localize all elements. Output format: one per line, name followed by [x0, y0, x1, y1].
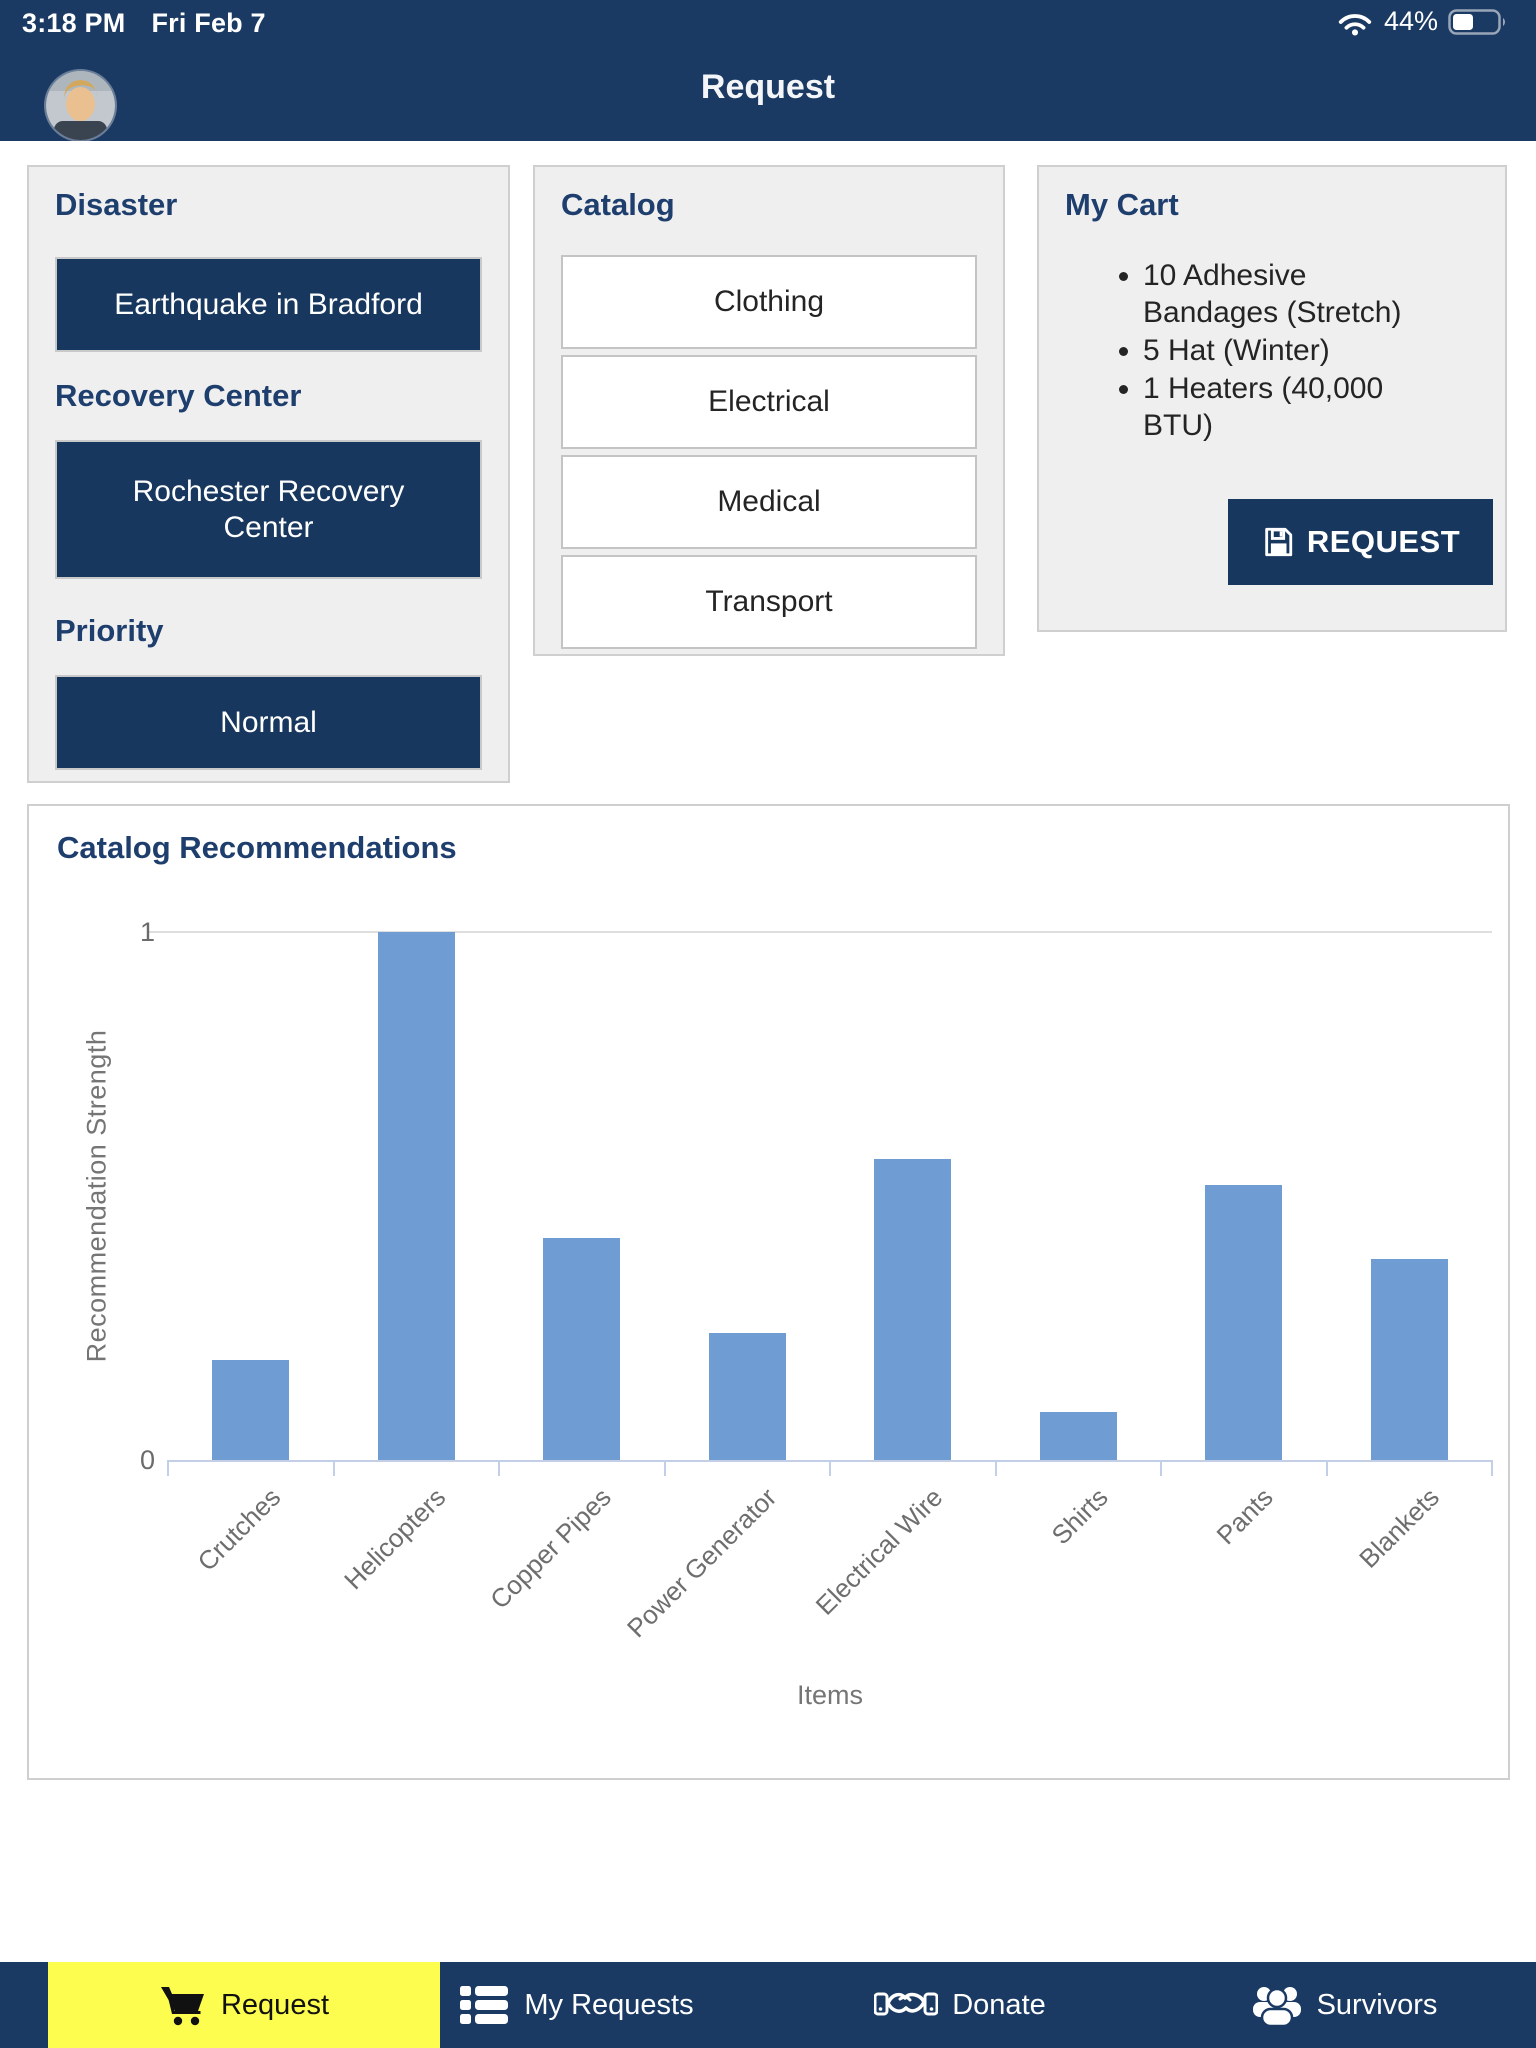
x-axis-tick [995, 1460, 997, 1476]
priority-heading: Priority [55, 613, 164, 648]
wifi-icon [1336, 7, 1374, 37]
people-icon [1251, 1983, 1303, 2027]
status-left [22, 8, 266, 39]
x-tick-label: Blankets [1352, 1482, 1445, 1574]
x-axis-tick [1160, 1460, 1162, 1476]
y-tick-label: 1 [139, 917, 155, 947]
chart-title: Catalog Recommendations [57, 830, 457, 865]
y-axis-title: Recommendation Strength [81, 1029, 112, 1363]
status-time: 3:18 PM [22, 8, 126, 38]
status-bar [0, 0, 1536, 44]
app-header [0, 0, 1536, 141]
cart-item: • 10 Adhesive Bandages (Stretch) [1143, 257, 1445, 331]
catalog-panel [533, 165, 1005, 656]
nav-tab-request[interactable] [48, 1962, 440, 2048]
x-axis-tick [1326, 1460, 1328, 1476]
priority-select-button[interactable]: Normal [55, 675, 482, 770]
bar-power-generator [709, 1333, 786, 1460]
disaster-heading: Disaster [55, 187, 178, 222]
disaster-select-button[interactable]: Earthquake in Bradford [55, 257, 482, 352]
bar-electrical-wire [874, 1159, 951, 1460]
catalog-list [561, 255, 977, 649]
cart-item: • 1 Heaters (40,000 BTU) [1143, 370, 1445, 444]
x-axis-tick [498, 1460, 500, 1476]
nav-label: Donate [952, 1988, 1046, 2021]
request-submit-button[interactable] [1228, 499, 1493, 585]
catalog-item-clothing[interactable]: Clothing [561, 255, 977, 349]
nav-tab-donate[interactable] [768, 1962, 1152, 2048]
cart-item: • 5 Hat (Winter) [1143, 332, 1445, 369]
cart-panel [1037, 165, 1507, 632]
bottom-nav [0, 1962, 1536, 2048]
battery-percent: 44% [1383, 6, 1438, 36]
x-axis-tick [333, 1460, 335, 1476]
catalog-item-transport[interactable]: Transport [561, 555, 977, 649]
nav-tab-survivors[interactable] [1152, 1962, 1536, 2048]
x-tick-label: Shirts [1045, 1482, 1114, 1551]
cart-icon [159, 1983, 207, 2027]
save-icon [1261, 525, 1295, 559]
x-tick-label: Electrical Wire [809, 1482, 948, 1621]
x-tick-label: Power Generator [621, 1482, 783, 1644]
plot-area [168, 932, 1492, 1462]
bar-copper-pipes [543, 1238, 620, 1460]
bar-shirts [1040, 1412, 1117, 1460]
bar-pants [1205, 1185, 1282, 1460]
catalog-heading: Catalog [561, 187, 675, 222]
recovery-center-heading: Recovery Center [55, 378, 302, 413]
catalog-item-electrical[interactable]: Electrical [561, 355, 977, 449]
x-axis-tick [829, 1460, 831, 1476]
page-title: Request [700, 68, 836, 106]
nav-label: Survivors [1316, 1988, 1438, 2021]
x-axis-tick [1491, 1460, 1493, 1476]
request-submit-label: REQUEST [1306, 524, 1461, 559]
bar-helicopters [378, 932, 455, 1460]
bar-crutches [212, 1360, 289, 1460]
cart-item-list [1065, 257, 1445, 444]
nav-tab-my-requests[interactable] [384, 1962, 768, 2048]
battery-icon [1448, 7, 1510, 37]
nav-label: Request [220, 1988, 329, 2021]
catalog-item-medical[interactable]: Medical [561, 455, 977, 549]
status-right [1336, 6, 1510, 37]
gridline-y1 [148, 931, 1492, 933]
x-axis-title: Items [796, 1680, 863, 1710]
handshake-icon [874, 1983, 938, 2027]
list-icon [458, 1983, 510, 2027]
cart-heading: My Cart [1065, 187, 1179, 222]
x-axis-tick [664, 1460, 666, 1476]
status-date: Fri Feb 7 [151, 8, 266, 38]
nav-label: My Requests [524, 1988, 694, 2021]
bar-blankets [1371, 1259, 1448, 1460]
recovery-center-select-button[interactable]: Rochester Recovery Center [55, 440, 482, 579]
x-tick-label: Crutches [191, 1482, 286, 1577]
recommendations-card [27, 804, 1510, 1780]
x-axis-tick [167, 1460, 169, 1476]
x-axis-labels [168, 1482, 1492, 1652]
x-tick-label: Helicopters [338, 1482, 452, 1596]
x-tick-label: Pants [1210, 1482, 1279, 1551]
y-tick-label: 0 [139, 1445, 155, 1475]
x-tick-label: Copper Pipes [484, 1482, 617, 1615]
disaster-panel [27, 165, 510, 783]
